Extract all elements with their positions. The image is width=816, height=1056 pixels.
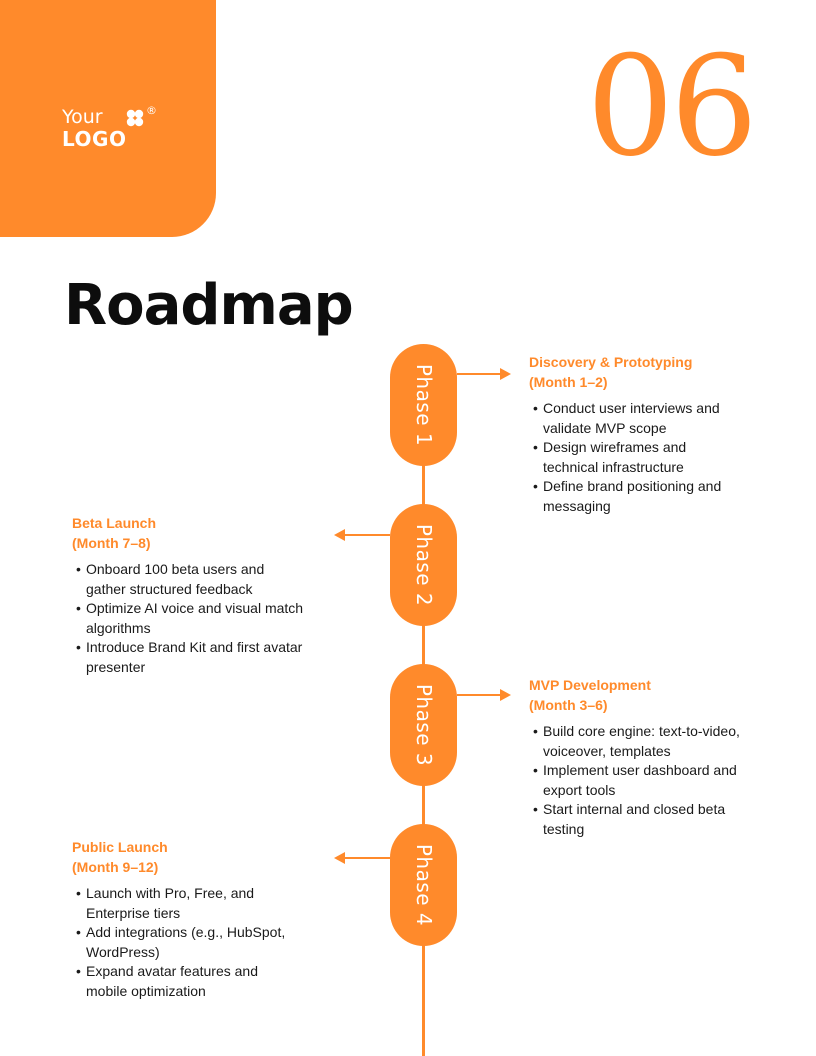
phase-pill-4 <box>390 824 457 946</box>
milestone-list <box>529 399 744 516</box>
connector-phase-1 <box>457 373 502 375</box>
milestone-beta-launch <box>72 513 304 677</box>
milestone-title: Public Launch <box>72 839 168 855</box>
milestone-title: Discovery & Prototyping <box>529 354 693 370</box>
list-item: • Build core engine: text-to-video, voiceover, templates <box>529 722 754 761</box>
list-item: • Launch with Pro, Free, and Enterprise tiers <box>72 884 294 923</box>
phase-pill-1 <box>390 344 457 466</box>
milestone-title: Beta Launch <box>72 515 157 531</box>
logo-line-your: Your <box>62 106 103 128</box>
milestone-mvp-development <box>529 675 754 839</box>
milestone-period: (Month 1–2) <box>529 374 608 390</box>
phase-pill-2 <box>390 504 457 626</box>
list-item: • Optimize AI voice and visual match algorithms <box>72 599 304 638</box>
phase-label: Phase 1 <box>411 363 436 447</box>
list-item: • Design wireframes and technical infrastructure <box>529 438 744 477</box>
list-item: • Conduct user interviews and validate MVP scope <box>529 399 744 438</box>
milestone-public-launch <box>72 837 294 1001</box>
milestone-period: (Month 3–6) <box>529 697 608 713</box>
milestone-list <box>529 722 754 839</box>
phase-pill-3 <box>390 664 457 786</box>
phase-label: Phase 2 <box>411 523 436 607</box>
connector-phase-4 <box>345 857 390 859</box>
logo-line-logo: LOGO <box>62 127 127 151</box>
logo-panel <box>0 0 216 237</box>
phase-label: Phase 3 <box>411 683 436 767</box>
connector-phase-3 <box>457 694 502 696</box>
list-item: • Implement user dashboard and export tools <box>529 761 754 800</box>
page-title: Roadmap <box>64 273 353 338</box>
milestone-period: (Month 7–8) <box>72 535 151 551</box>
milestone-list <box>72 560 304 677</box>
milestone-period: (Month 9–12) <box>72 859 159 875</box>
milestone-title: MVP Development <box>529 677 651 693</box>
phase-label: Phase 4 <box>411 843 436 927</box>
list-item: • Start internal and closed beta testing <box>529 800 754 839</box>
milestone-discovery <box>529 352 744 516</box>
arrow-left-icon <box>334 852 345 864</box>
page-number: 06 <box>586 26 754 187</box>
list-item: • Onboard 100 beta users and gather structured feedback <box>72 560 304 599</box>
arrow-right-icon <box>500 368 511 380</box>
arrow-right-icon <box>500 689 511 701</box>
connector-phase-2 <box>345 534 390 536</box>
list-item: • Introduce Brand Kit and first avatar presenter <box>72 638 304 677</box>
clover-icon <box>126 109 144 127</box>
list-item: • Add integrations (e.g., HubSpot, WordPress) <box>72 923 294 962</box>
registered-mark: ® <box>146 104 157 117</box>
milestone-list <box>72 884 294 1001</box>
list-item: • Define brand positioning and messaging <box>529 477 744 516</box>
list-item: • Expand avatar features and mobile optimization <box>72 962 294 1001</box>
arrow-left-icon <box>334 529 345 541</box>
logo <box>62 104 157 151</box>
